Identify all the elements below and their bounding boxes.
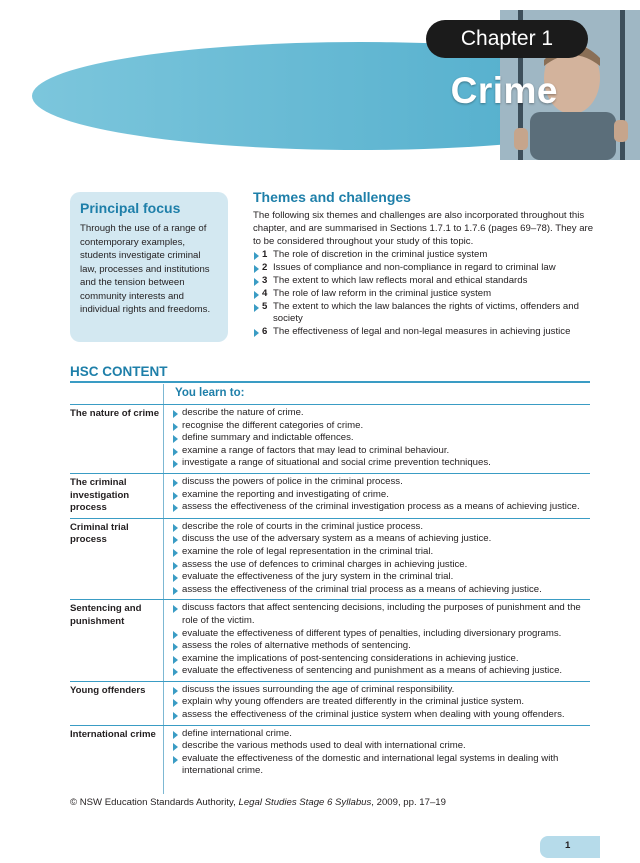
table-row (70, 599, 590, 681)
list-item-text: recognise the different categories of crime. (182, 419, 364, 431)
theme-number: 2 (262, 262, 268, 274)
list-item-text: discuss factors that affect sentencing decisions, including the purposes of punishment and the role of the victim. (182, 602, 581, 626)
list-item (173, 432, 590, 445)
list-item (173, 533, 590, 546)
list-item (173, 476, 590, 489)
theme-text: Issues of compliance and non-compliance in regard to criminal law (273, 262, 556, 274)
theme-text: The extent to which the law balances the rights of victims, offenders and society (273, 300, 579, 325)
chapter-title: Crime (450, 70, 558, 111)
theme-item (253, 288, 598, 301)
theme-number: 3 (262, 274, 268, 286)
list-item-text: examine a range of factors that may lead to criminal behaviour. (182, 444, 450, 456)
list-item (173, 696, 590, 709)
theme-number: 1 (262, 249, 268, 261)
list-item-text: discuss the issues surrounding the age of criminal responsibility. (182, 683, 455, 695)
bullet-triangle-icon (173, 492, 178, 500)
bullet-triangle-icon (254, 265, 259, 273)
bullet-triangle-icon (173, 699, 178, 707)
theme-item (253, 262, 598, 275)
bullet-triangle-icon (173, 423, 178, 431)
row-topic: Sentencing and punishment (70, 603, 142, 627)
list-item-text: discuss the use of the adversary system as a means of achieving justice. (182, 533, 492, 545)
bullet-triangle-icon (173, 687, 178, 695)
bullet-triangle-icon (173, 656, 178, 664)
list-item (173, 665, 590, 678)
principal-focus-text: Through the use of a range of contemporary examples, students investigate criminal law, processes and institutions and the tension between community interests and individual rights and freedoms. (80, 223, 211, 315)
bullet-triangle-icon (173, 731, 178, 739)
row-items (163, 521, 590, 597)
bullet-triangle-icon (254, 278, 259, 286)
list-item-text: examine the reporting and investigating of crime. (182, 488, 389, 500)
list-item (173, 457, 590, 470)
row-items (163, 602, 590, 678)
row-items (163, 407, 590, 470)
list-item (173, 628, 590, 641)
list-item-text: assess the effectiveness of the criminal trial process as a means of achieving justice. (182, 583, 542, 595)
list-item (173, 728, 590, 741)
row-items (163, 684, 590, 722)
list-item-text: assess the effectiveness of the criminal justice system when dealing with young offenders. (182, 709, 565, 721)
list-item (173, 571, 590, 584)
source-credit (70, 797, 446, 808)
row-items (163, 728, 590, 778)
list-item-text: evaluate the effectiveness of the domestic and international legal systems in dealing with international crime. (182, 752, 559, 777)
list-item (173, 521, 590, 534)
principal-focus-box (70, 192, 228, 342)
list-item-text: discuss the powers of police in the criminal process. (182, 475, 403, 487)
list-item-text: assess the effectiveness of the criminal investigation process as a means of achieving justice. (182, 501, 580, 513)
row-topic: The criminal investigation process (70, 476, 130, 514)
bullet-triangle-icon (254, 329, 259, 337)
list-item (173, 640, 590, 653)
row-topic: Criminal trial process (70, 521, 129, 546)
row-topic: International crime (70, 728, 156, 740)
bullet-triangle-icon (173, 631, 178, 639)
theme-text: The effectiveness of legal and non-legal measures in achieving justice (273, 326, 571, 338)
table-row (70, 681, 590, 725)
bullet-triangle-icon (173, 587, 178, 595)
list-item-text: define summary and indictable offences. (182, 432, 354, 444)
theme-number: 6 (262, 326, 268, 338)
chapter-label: Chapter 1 (460, 27, 554, 50)
row-topic: Young offenders (70, 684, 146, 696)
list-item-text: evaluate the effectiveness of the jury system in the criminal trial. (182, 571, 454, 583)
theme-text: The role of law reform in the criminal justice system (273, 287, 492, 299)
you-learn-to-heading: You learn to: (175, 387, 245, 399)
list-item-text: define international crime. (182, 727, 292, 739)
row-items (163, 476, 590, 515)
list-item (173, 584, 590, 597)
list-item (173, 559, 590, 572)
bullet-triangle-icon (173, 756, 178, 764)
list-item (173, 489, 590, 502)
list-item (173, 740, 590, 753)
credit-suffix: , 2009, pp. 17–19 (371, 797, 446, 808)
list-item-text: evaluate the effectiveness of different types of penalties, including diversionary programs. (182, 627, 562, 639)
list-item (173, 546, 590, 559)
theme-item (253, 301, 598, 327)
list-item-text: evaluate the effectiveness of sentencing and punishment as a means of achieving justice. (182, 665, 563, 677)
bullet-triangle-icon (173, 743, 178, 751)
list-item (173, 501, 590, 514)
list-item (173, 407, 590, 420)
bullet-triangle-icon (173, 504, 178, 512)
themes-heading: Themes and challenges (253, 189, 411, 205)
bullet-triangle-icon (173, 574, 178, 582)
list-item (173, 753, 590, 778)
list-item (173, 653, 590, 666)
credit-prefix: © NSW Education Standards Authority, (70, 797, 236, 808)
theme-number: 4 (262, 287, 268, 299)
list-item-text: examine the role of legal representation in the criminal trial. (182, 545, 434, 557)
bullet-triangle-icon (254, 252, 259, 260)
bullet-triangle-icon (254, 291, 259, 299)
page-number: 1 (565, 840, 571, 851)
list-item-text: describe the nature of crime. (182, 407, 304, 418)
list-item (173, 684, 590, 697)
hsc-content-heading: HSC CONTENT (70, 364, 168, 379)
row-topic: The nature of crime (70, 408, 160, 419)
bullet-triangle-icon (173, 410, 178, 418)
list-item-text: investigate a range of situational and social crime prevention techniques. (182, 457, 491, 469)
principal-focus-heading: Principal focus (80, 200, 181, 216)
bullet-triangle-icon (173, 668, 178, 676)
theme-item (253, 249, 598, 262)
table-row (70, 725, 590, 781)
theme-text: The extent to which law reflects moral and ethical standards (273, 274, 528, 286)
table-row (70, 473, 590, 518)
bullet-triangle-icon (173, 643, 178, 651)
theme-item (253, 326, 598, 339)
theme-text: The role of discretion in the criminal justice system (273, 249, 488, 261)
bullet-triangle-icon (173, 479, 178, 487)
bullet-triangle-icon (173, 460, 178, 468)
table-row (70, 518, 590, 600)
bullet-triangle-icon (173, 435, 178, 443)
bullet-triangle-icon (173, 524, 178, 532)
list-item (173, 602, 590, 627)
themes-list (253, 249, 598, 339)
list-item-text: assess the roles of alternative methods of sentencing. (182, 640, 411, 652)
list-item-text: describe the role of courts in the criminal justice process. (182, 520, 424, 532)
bullet-triangle-icon (173, 549, 178, 557)
bullet-triangle-icon (173, 712, 178, 720)
list-item (173, 709, 590, 722)
list-item (173, 445, 590, 458)
list-item-text: explain why young offenders are treated differently in the criminal justice system. (182, 696, 524, 708)
themes-section (253, 189, 598, 339)
bullet-triangle-icon (173, 536, 178, 544)
bullet-triangle-icon (173, 562, 178, 570)
bullet-triangle-icon (173, 605, 178, 613)
list-item-text: describe the various methods used to deal with international crime. (182, 740, 466, 752)
list-item (173, 420, 590, 433)
themes-intro: The following six themes and challenges are also incorporated throughout this chapter, and are summarised in Sections 1.7.1 to 1.7.6 (pages 69–78). They are to be considered throughout your study of this topic. (253, 210, 594, 247)
bullet-triangle-icon (254, 304, 259, 312)
credit-title: Legal Studies Stage 6 Syllabus (238, 797, 372, 808)
list-item-text: examine the implications of post-sentencing considerations in achieving justice. (182, 652, 519, 664)
table-row (70, 404, 590, 473)
theme-item (253, 275, 598, 288)
list-item-text: assess the use of defences to criminal charges in achieving justice. (182, 558, 468, 570)
theme-number: 5 (262, 300, 268, 312)
hsc-content-table (70, 404, 590, 781)
hsc-heading-rule (70, 381, 590, 383)
bullet-triangle-icon (173, 448, 178, 456)
